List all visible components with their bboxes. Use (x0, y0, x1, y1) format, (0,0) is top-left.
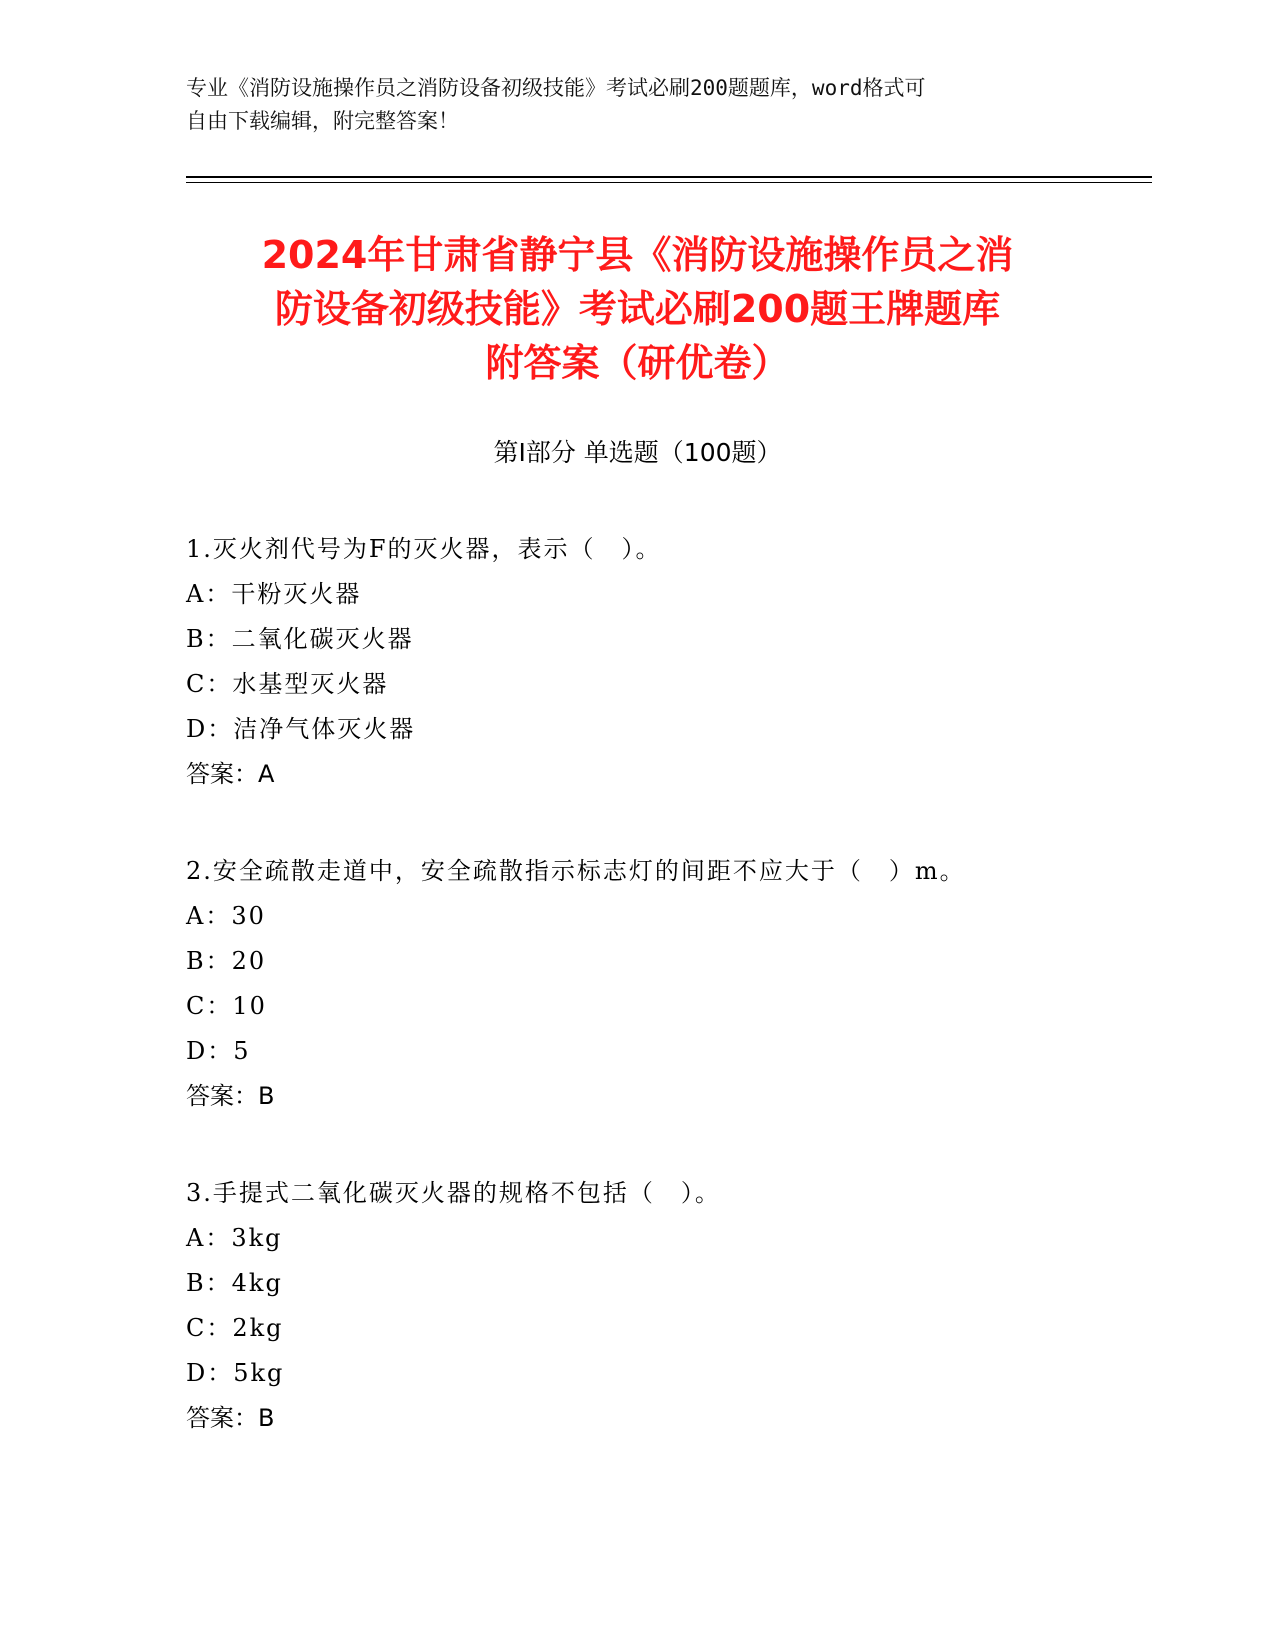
title-line-1: 2024年甘肃省静宁县《消防设施操作员之消 (261, 233, 1014, 277)
question-list (186, 527, 1146, 1493)
answer: 答案：B (186, 1404, 275, 1432)
question-2 (186, 849, 1146, 1119)
option-c: C：2kg (186, 1314, 284, 1342)
option-c: C：10 (186, 992, 267, 1020)
option-a: A：3kg (186, 1224, 283, 1252)
option-d: D：5kg (186, 1359, 285, 1387)
document-title (180, 228, 1095, 390)
question-stem: 2.安全疏散走道中，安全疏散指示标志灯的间距不应大于（ ）m。 (186, 857, 966, 885)
title-line-3: 附答案（研优卷） (485, 341, 790, 385)
section-heading: 第Ⅰ部分 单选题（100题） (493, 438, 782, 467)
header-note (186, 72, 1066, 138)
question-1 (186, 527, 1146, 797)
option-d: D：5 (186, 1037, 251, 1065)
question-3 (186, 1171, 1146, 1441)
answer: 答案：B (186, 1082, 275, 1110)
option-c: C：水基型灭火器 (186, 670, 389, 698)
question-stem: 1.灭火剂代号为F的灭火器，表示（ ）。 (186, 535, 662, 563)
option-b: B：二氧化碳灭火器 (186, 625, 414, 653)
question-stem: 3.手提式二氧化碳灭火器的规格不包括（ ）。 (186, 1179, 721, 1207)
answer: 答案：A (186, 760, 275, 788)
header-divider-thin (186, 182, 1152, 183)
header-divider-thick (186, 176, 1152, 178)
header-note-line-1: 专业《消防设施操作员之消防设备初级技能》考试必刷200题题库，word格式可 (186, 76, 926, 100)
option-a: A：30 (186, 902, 266, 930)
option-b: B：20 (186, 947, 267, 975)
title-line-2: 防设备初级技能》考试必刷200题王牌题库 (274, 287, 1001, 331)
header-note-line-2: 自由下载编辑，附完整答案！ (186, 109, 459, 133)
option-a: A：干粉灭火器 (186, 580, 362, 608)
option-b: B：4kg (186, 1269, 283, 1297)
option-d: D：洁净气体灭火器 (186, 715, 416, 743)
